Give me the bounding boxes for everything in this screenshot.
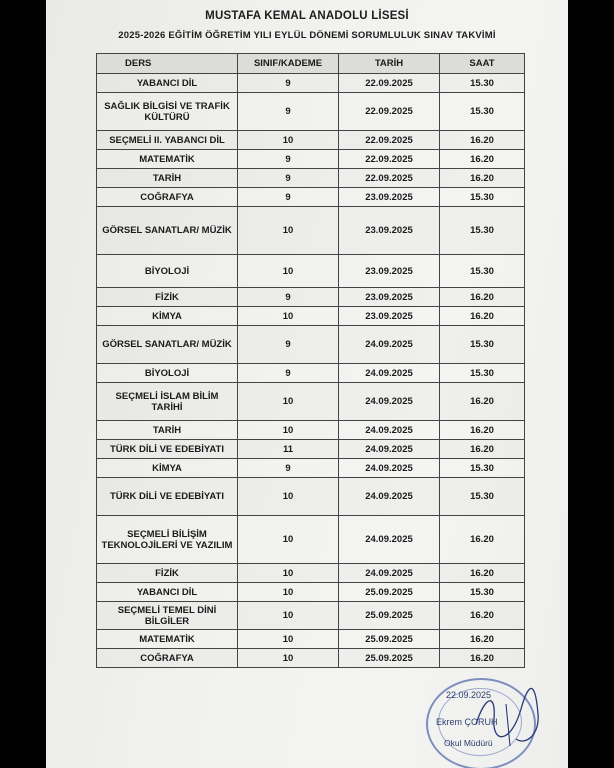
tarih-cell: 24.09.2025 bbox=[339, 459, 440, 478]
ders-cell: FİZİK bbox=[97, 564, 238, 583]
saat-cell: 15.30 bbox=[440, 459, 525, 478]
saat-cell: 15.30 bbox=[440, 255, 525, 288]
table-row bbox=[97, 188, 525, 207]
table-row bbox=[97, 440, 525, 459]
ders-cell: SEÇMELİ TEMEL DİNİ BİLGİLER bbox=[97, 602, 238, 630]
ders-cell: TARİH bbox=[97, 421, 238, 440]
tarih-cell: 24.09.2025 bbox=[339, 326, 440, 364]
sinif-cell: 9 bbox=[238, 326, 339, 364]
sinif-cell: 10 bbox=[238, 131, 339, 150]
tarih-cell: 24.09.2025 bbox=[339, 364, 440, 383]
tarih-cell: 24.09.2025 bbox=[339, 564, 440, 583]
saat-cell: 15.30 bbox=[440, 207, 525, 255]
ders-cell: KİMYA bbox=[97, 459, 238, 478]
saat-cell: 15.30 bbox=[440, 364, 525, 383]
tarih-cell: 22.09.2025 bbox=[339, 93, 440, 131]
table-row bbox=[97, 150, 525, 169]
signature-role: Okul Müdürü bbox=[444, 738, 493, 748]
table-row bbox=[97, 288, 525, 307]
table-header-row bbox=[97, 54, 525, 74]
sinif-cell: 10 bbox=[238, 564, 339, 583]
signature-name: Ekrem ÇORUH bbox=[436, 717, 498, 727]
ders-cell: KİMYA bbox=[97, 307, 238, 326]
saat-cell: 16.20 bbox=[440, 564, 525, 583]
ders-cell: SEÇMELİ BİLİŞİM TEKNOLOJİLERİ VE YAZILIM bbox=[97, 516, 238, 564]
table-row bbox=[97, 131, 525, 150]
table-row bbox=[97, 516, 525, 564]
saat-cell: 16.20 bbox=[440, 383, 525, 421]
tarih-cell: 23.09.2025 bbox=[339, 188, 440, 207]
header-ders: DERS bbox=[97, 54, 238, 74]
table-row bbox=[97, 564, 525, 583]
tarih-cell: 22.09.2025 bbox=[339, 150, 440, 169]
ders-cell: SEÇMELİ II. YABANCI DİL bbox=[97, 131, 238, 150]
sinif-cell: 10 bbox=[238, 649, 339, 668]
tarih-cell: 23.09.2025 bbox=[339, 207, 440, 255]
signature-date: 22.09.2025 bbox=[446, 690, 492, 700]
table-row bbox=[97, 255, 525, 288]
sinif-cell: 9 bbox=[238, 364, 339, 383]
sinif-cell: 10 bbox=[238, 307, 339, 326]
document-page bbox=[46, 0, 568, 768]
sinif-cell: 9 bbox=[238, 74, 339, 93]
tarih-cell: 23.09.2025 bbox=[339, 288, 440, 307]
tarih-cell: 22.09.2025 bbox=[339, 169, 440, 188]
saat-cell: 16.20 bbox=[440, 421, 525, 440]
tarih-cell: 23.09.2025 bbox=[339, 307, 440, 326]
sinif-cell: 9 bbox=[238, 169, 339, 188]
ders-cell: SEÇMELİ İSLAM BİLİM TARİHİ bbox=[97, 383, 238, 421]
tarih-cell: 25.09.2025 bbox=[339, 649, 440, 668]
saat-cell: 16.20 bbox=[440, 131, 525, 150]
header-sinif: SINIF/KADEME bbox=[238, 54, 339, 74]
tarih-cell: 23.09.2025 bbox=[339, 255, 440, 288]
table-row bbox=[97, 326, 525, 364]
ders-cell: TÜRK DİLİ VE EDEBİYATI bbox=[97, 440, 238, 459]
sinif-cell: 10 bbox=[238, 630, 339, 649]
sinif-cell: 10 bbox=[238, 602, 339, 630]
saat-cell: 15.30 bbox=[440, 478, 525, 516]
ders-cell: MATEMATİK bbox=[97, 150, 238, 169]
table-row bbox=[97, 364, 525, 383]
ders-cell: BİYOLOJİ bbox=[97, 364, 238, 383]
tarih-cell: 24.09.2025 bbox=[339, 421, 440, 440]
ders-cell: MATEMATİK bbox=[97, 630, 238, 649]
tarih-cell: 24.09.2025 bbox=[339, 440, 440, 459]
sinif-cell: 10 bbox=[238, 583, 339, 602]
school-title: MUSTAFA KEMAL ANADOLU LİSESİ bbox=[205, 10, 409, 22]
saat-cell: 16.20 bbox=[440, 169, 525, 188]
sinif-cell: 10 bbox=[238, 207, 339, 255]
saat-cell: 16.20 bbox=[440, 630, 525, 649]
table-row bbox=[97, 478, 525, 516]
tarih-cell: 25.09.2025 bbox=[339, 630, 440, 649]
table-row bbox=[97, 307, 525, 326]
saat-cell: 15.30 bbox=[440, 326, 525, 364]
sinif-cell: 9 bbox=[238, 288, 339, 307]
ders-cell: FİZİK bbox=[97, 288, 238, 307]
document-subtitle: 2025-2026 EĞİTİM ÖĞRETİM YILI EYLÜL DÖNEMİ SORUMLULUK SINAV TAKVİMİ bbox=[118, 30, 496, 41]
sinif-cell: 10 bbox=[238, 383, 339, 421]
table-row bbox=[97, 383, 525, 421]
tarih-cell: 24.09.2025 bbox=[339, 383, 440, 421]
table-body bbox=[97, 74, 525, 668]
saat-cell: 16.20 bbox=[440, 307, 525, 326]
table-row bbox=[97, 630, 525, 649]
sinif-cell: 11 bbox=[238, 440, 339, 459]
sinif-cell: 10 bbox=[238, 421, 339, 440]
tarih-cell: 25.09.2025 bbox=[339, 602, 440, 630]
sinif-cell: 9 bbox=[238, 459, 339, 478]
sinif-cell: 9 bbox=[238, 93, 339, 131]
saat-cell: 15.30 bbox=[440, 74, 525, 93]
table-row bbox=[97, 602, 525, 630]
table-row bbox=[97, 207, 525, 255]
table-row bbox=[97, 74, 525, 93]
ders-cell: TARİH bbox=[97, 169, 238, 188]
header-saat: SAAT bbox=[440, 54, 525, 74]
ders-cell: TÜRK DİLİ VE EDEBİYATI bbox=[97, 478, 238, 516]
ders-cell: YABANCI DİL bbox=[97, 583, 238, 602]
saat-cell: 15.30 bbox=[440, 188, 525, 207]
sinif-cell: 10 bbox=[238, 478, 339, 516]
ders-cell: COĞRAFYA bbox=[97, 649, 238, 668]
table-row bbox=[97, 649, 525, 668]
saat-cell: 16.20 bbox=[440, 602, 525, 630]
table-row bbox=[97, 421, 525, 440]
ders-cell: GÖRSEL SANATLAR/ MÜZİK bbox=[97, 326, 238, 364]
header-tarih: TARİH bbox=[339, 54, 440, 74]
sinif-cell: 9 bbox=[238, 150, 339, 169]
saat-cell: 15.30 bbox=[440, 583, 525, 602]
ders-cell: BİYOLOJİ bbox=[97, 255, 238, 288]
saat-cell: 16.20 bbox=[440, 150, 525, 169]
table-row bbox=[97, 169, 525, 188]
saat-cell: 16.20 bbox=[440, 649, 525, 668]
ders-cell: GÖRSEL SANATLAR/ MÜZİK bbox=[97, 207, 238, 255]
saat-cell: 16.20 bbox=[440, 288, 525, 307]
table-row bbox=[97, 93, 525, 131]
sinif-cell: 10 bbox=[238, 516, 339, 564]
tarih-cell: 22.09.2025 bbox=[339, 74, 440, 93]
ders-cell: YABANCI DİL bbox=[97, 74, 238, 93]
tarih-cell: 25.09.2025 bbox=[339, 583, 440, 602]
tarih-cell: 24.09.2025 bbox=[339, 516, 440, 564]
table-row bbox=[97, 459, 525, 478]
tarih-cell: 22.09.2025 bbox=[339, 131, 440, 150]
table-row bbox=[97, 583, 525, 602]
tarih-cell: 24.09.2025 bbox=[339, 478, 440, 516]
saat-cell: 15.30 bbox=[440, 93, 525, 131]
ders-cell: SAĞLIK BİLGİSİ VE TRAFİK KÜLTÜRÜ bbox=[97, 93, 238, 131]
saat-cell: 16.20 bbox=[440, 440, 525, 459]
sinif-cell: 9 bbox=[238, 188, 339, 207]
saat-cell: 16.20 bbox=[440, 516, 525, 564]
exam-schedule-table bbox=[96, 53, 525, 668]
sinif-cell: 10 bbox=[238, 255, 339, 288]
ders-cell: COĞRAFYA bbox=[97, 188, 238, 207]
